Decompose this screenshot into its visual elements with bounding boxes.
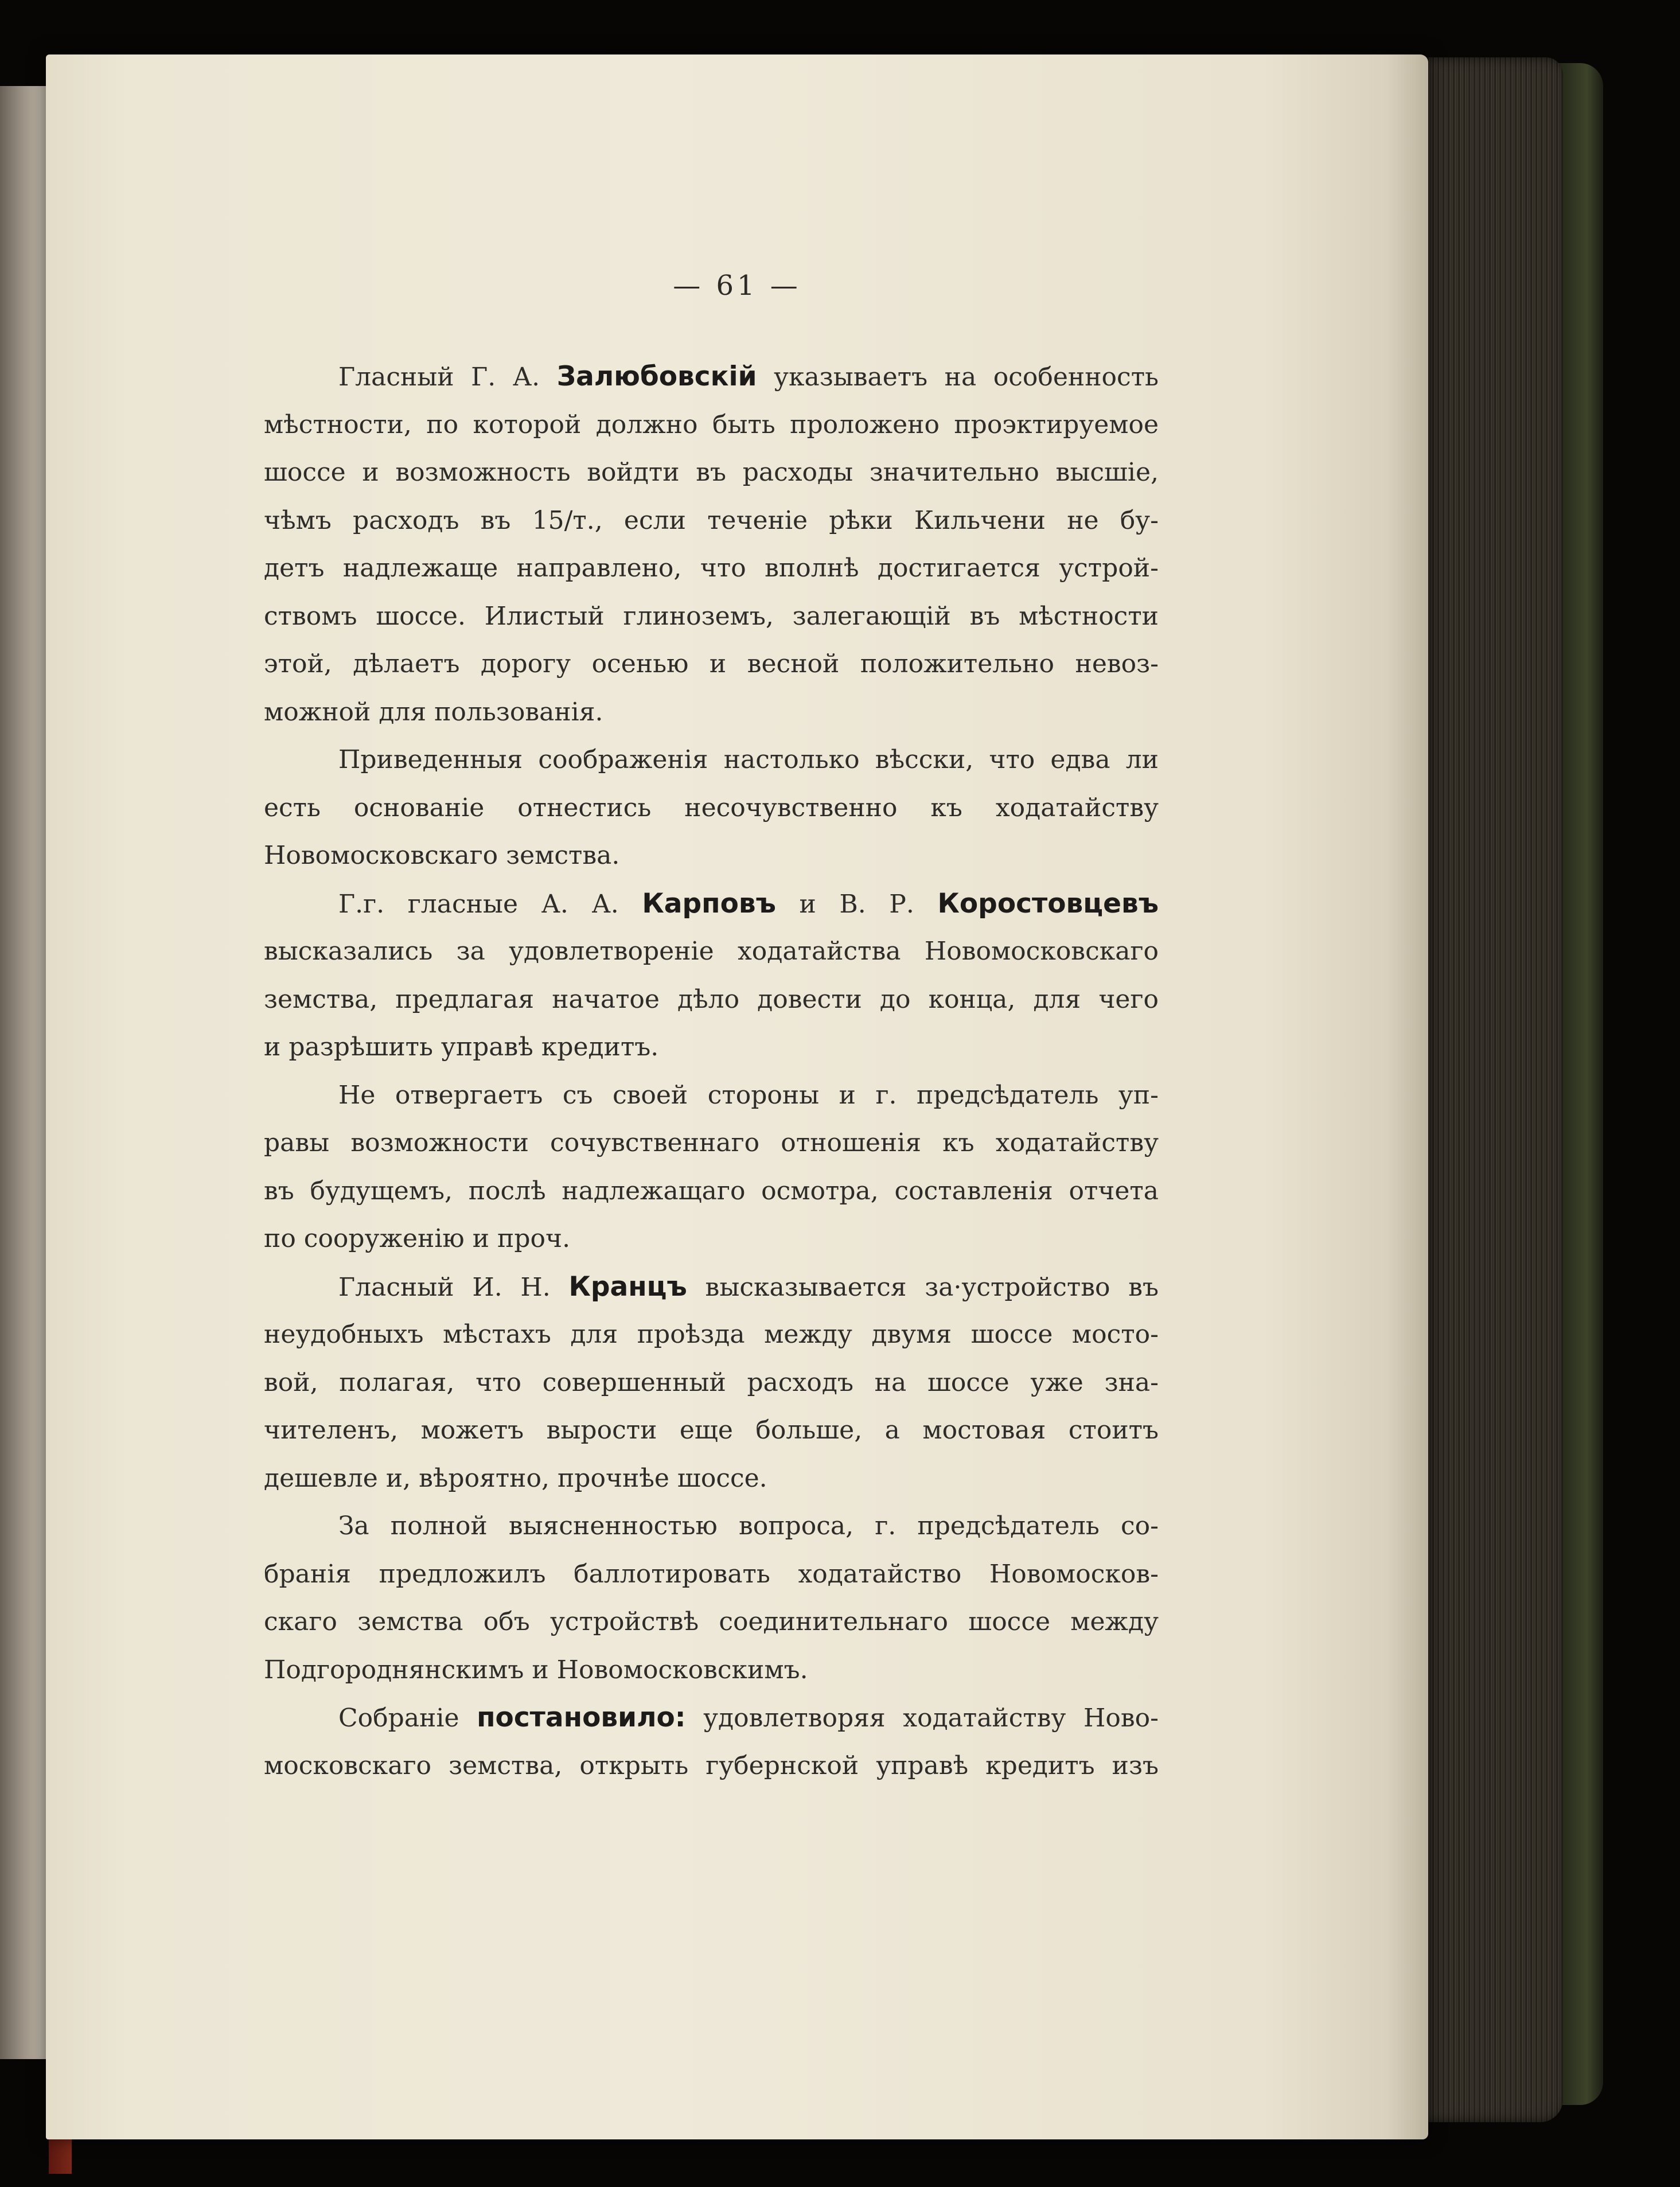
text-run: указываетъ на особенность [757, 362, 1159, 392]
text-line [264, 1742, 1159, 1790]
text-line [264, 1598, 1159, 1646]
text-run: и В. Р. [775, 889, 938, 919]
text-run: дешевле и, вѣроятно, прочнѣе шоссе. [264, 1463, 767, 1493]
text-run: удовлетворяя ходатайству Ново- [685, 1703, 1159, 1733]
text-line [264, 688, 1159, 736]
bold-name: постановило: [477, 1702, 686, 1733]
text-run: Подгороднянскимъ и Новомосковскимъ. [264, 1655, 808, 1685]
text-line [264, 1167, 1159, 1215]
text-run: Гласный И. Н. [338, 1272, 569, 1302]
text-run: высказывается за·устройство въ [687, 1272, 1159, 1302]
text-line [264, 784, 1159, 832]
page-number: — 61 — [673, 270, 801, 302]
text-run: неудобныхъ мѣстахъ для проѣзда между двумя шоссе мосто- [264, 1320, 1159, 1349]
text-run: равы возможности сочувственнаго отношенія къ ходатайству [264, 1128, 1159, 1157]
text-run: За полной выясненностью вопроса, г. предсѣдатель со- [338, 1511, 1159, 1541]
text-line [264, 1502, 1159, 1550]
text-line [264, 640, 1159, 688]
text-line [264, 1263, 1159, 1311]
page-stack-edge [1420, 57, 1563, 2122]
text-run: Приведенныя соображенія настолько вѣсски, что едва ли [338, 745, 1159, 774]
text-run: можной для пользованія. [264, 697, 603, 727]
text-line [264, 1550, 1159, 1599]
text-line [264, 592, 1159, 641]
bold-name: Залюбовскій [556, 361, 757, 392]
bold-name: Карповъ [642, 887, 776, 919]
text-run: вой, полагая, что совершенный расходъ на шоссе уже зна- [264, 1367, 1159, 1397]
text-line [264, 1359, 1159, 1407]
text-line [264, 544, 1159, 592]
text-line [264, 1023, 1159, 1071]
text-run: детъ надлежаще направлено, что вполнѣ достигается устрой- [264, 553, 1159, 583]
text-run: бранія предложилъ баллотировать ходатайство Новомосков- [264, 1559, 1159, 1589]
text-run: московскаго земства, открыть губернской управѣ кредитъ изъ [264, 1751, 1159, 1780]
text-run: есть основаніе отнестись несочувственно къ ходатайству [264, 793, 1159, 822]
text-run: шоссе и возможность войдти въ расходы значительно высшіе, [264, 458, 1159, 487]
text-line [264, 1071, 1159, 1120]
text-line [264, 880, 1159, 928]
text-run: чѣмъ расходъ въ 15/т., если теченіе рѣки Кильчени не бу- [264, 505, 1159, 535]
text-run: въ будущемъ, послѣ надлежащаго осмотра, составленія отчета [264, 1176, 1159, 1206]
text-line [264, 1455, 1159, 1503]
text-run: этой, дѣлаетъ дорогу осенью и весной положительно невоз- [264, 649, 1159, 679]
text-line [264, 1646, 1159, 1694]
text-run: Не отвергаетъ съ своей стороны и г. предсѣдатель уп- [338, 1080, 1159, 1110]
text-line [264, 976, 1159, 1024]
text-run: ствомъ шоссе. Илистый глиноземъ, залегающій въ мѣстности [264, 601, 1159, 631]
text-run: чителенъ, можетъ вырости еще больше, а мостовая стоитъ [264, 1416, 1159, 1445]
text-line [264, 449, 1159, 497]
text-line [264, 927, 1159, 976]
text-run: Гласный Г. А. [338, 362, 557, 392]
text-run: высказались за удовлетвореніе ходатайства Новомосковскаго [264, 937, 1159, 966]
text-run: по сооруженію и проч. [264, 1224, 571, 1253]
text-run: земства, предлагая начатое дѣло довести до конца, для чего [264, 984, 1159, 1014]
text-line [264, 353, 1159, 401]
text-line [264, 832, 1159, 880]
text-run: скаго земства объ устройствѣ соединительнаго шоссе между [264, 1607, 1159, 1636]
text-line [264, 1311, 1159, 1359]
text-run: мѣстности, по которой должно быть проложено проэктируемое [264, 410, 1159, 439]
text-line [264, 497, 1159, 545]
text-line [264, 1694, 1159, 1742]
bold-name: Кранцъ [568, 1270, 687, 1303]
text-run: Г.г. гласные А. А. [338, 889, 642, 919]
text-line [264, 401, 1159, 449]
text-line [264, 1119, 1159, 1167]
text-line [264, 1215, 1159, 1263]
text-line [264, 1406, 1159, 1455]
body-text [264, 353, 1159, 1790]
text-line [264, 736, 1159, 784]
text-run: и разрѣшить управѣ кредитъ. [264, 1032, 659, 1062]
text-run: Собраніе [338, 1703, 477, 1733]
text-run: Новомосковскаго земства. [264, 841, 620, 870]
bold-name: Коростовцевъ [937, 887, 1159, 919]
